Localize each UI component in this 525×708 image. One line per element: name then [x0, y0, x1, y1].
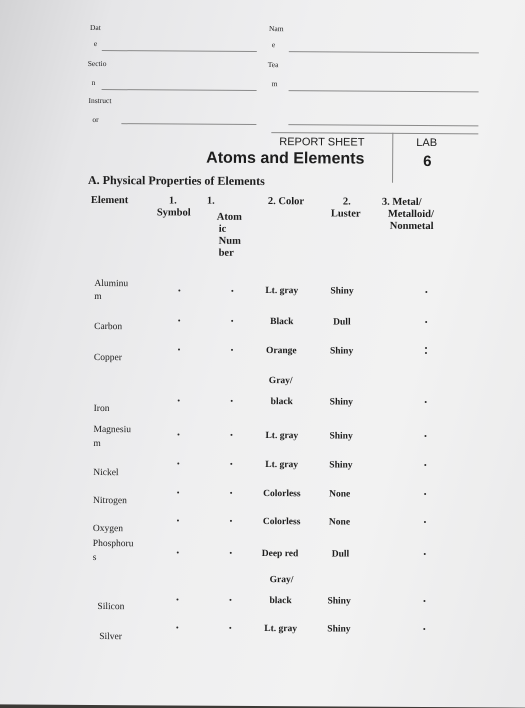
col-atomic-2: ic [218, 223, 227, 235]
col-element: Element [90, 194, 129, 207]
section-label: Sectio [87, 58, 107, 69]
element-name-cont: m [94, 291, 102, 303]
bullet-dot [177, 433, 179, 435]
bullet-dot [230, 520, 232, 522]
bullet-dot [425, 321, 427, 323]
section-label-cont: n [91, 77, 96, 87]
bullet-dot [424, 493, 426, 495]
name-label-cont: e [271, 40, 276, 50]
bullet-dot [178, 399, 180, 401]
element-name-cont: m [93, 438, 101, 450]
element-name: Copper [93, 352, 122, 364]
element-name: Phosphoru [92, 538, 134, 550]
color-cell: Colorless [263, 489, 301, 500]
bullet-dot [178, 348, 180, 350]
report-box-top [271, 132, 478, 134]
bullet-dot [424, 553, 426, 555]
bullet-dot [177, 462, 179, 464]
report-sheet-label: REPORT SHEET [279, 136, 365, 149]
element-name: Nickel [93, 467, 119, 479]
color-cell: Lt. gray [265, 431, 299, 442]
date-field-line[interactable] [102, 50, 257, 52]
instructor-field-line-2[interactable] [288, 124, 478, 126]
lab-label: LAB [416, 136, 438, 150]
lab-number: 6 [423, 152, 432, 171]
luster-cell: Shiny [327, 624, 351, 635]
element-name: Oxygen [92, 523, 124, 535]
bullet-dot [229, 627, 231, 629]
color-cell: Deep red [261, 549, 299, 560]
col-symbol-num: 1. [168, 195, 177, 207]
bullet-dot [178, 319, 180, 321]
bullet-dot [177, 491, 179, 493]
bullet-dot [425, 401, 427, 403]
col-atomic-num: 1. [206, 195, 215, 207]
element-name: Carbon [94, 321, 123, 333]
color-cell: Gray/ [268, 376, 293, 387]
color-cell: Black [270, 317, 294, 328]
color-cell: Colorless [262, 517, 301, 528]
teacher-field-line[interactable] [289, 90, 479, 92]
bullet-dot [231, 349, 233, 351]
date-label-cont: e [93, 38, 98, 48]
col-atomic-1: Atom [216, 211, 242, 223]
element-name-cont: s [92, 552, 97, 564]
date-label: Dat [89, 22, 101, 33]
bullet-dot [176, 626, 178, 628]
luster-cell: Dull [331, 549, 350, 560]
luster-cell: Shiny [329, 460, 353, 471]
bullet-dot [230, 463, 232, 465]
bullet-dot [423, 600, 425, 602]
bullet-dot [177, 519, 179, 521]
bullet-dot [230, 434, 232, 436]
col-metal-2: Metalloid/ [387, 208, 434, 221]
element-name: Iron [93, 403, 110, 415]
bullet-dot [230, 552, 232, 554]
color-cell-cont: black [270, 397, 293, 408]
col-luster: Luster [330, 208, 361, 220]
bullet-dot [229, 599, 231, 601]
luster-cell: Shiny [327, 596, 351, 607]
instructor-label-cont: or [92, 114, 99, 125]
bullet-dot [424, 464, 426, 466]
col-metal-3: Nonmetal [389, 220, 434, 233]
luster-cell: Shiny [329, 431, 353, 442]
luster-cell: None [328, 517, 351, 528]
luster-cell: Shiny [330, 286, 354, 297]
bullet-dot [425, 291, 427, 293]
col-luster-num: 2. [342, 196, 351, 208]
col-metal-1: 3. Metal/ [381, 196, 422, 208]
bullet-dot [425, 352, 427, 354]
page-title: Atoms and Elements [206, 149, 365, 168]
element-name: Silver [99, 632, 122, 643]
luster-cell: Dull [333, 317, 351, 328]
color-cell: Gray/ [269, 575, 294, 586]
color-cell-cont: black [269, 596, 292, 607]
bullet-dot [177, 551, 179, 553]
col-color: 2. Color [267, 196, 305, 208]
bullet-dot [423, 628, 425, 630]
section-heading: A. Physical Properties of Elements [87, 172, 265, 189]
name-field-line[interactable] [289, 51, 479, 53]
teacher-label-cont: m [271, 79, 278, 89]
col-symbol: Symbol [156, 207, 191, 219]
bullet-dot [231, 290, 233, 292]
lab-divider [392, 133, 393, 183]
bullet-dot [425, 347, 427, 349]
luster-cell: None [329, 489, 351, 500]
col-atomic-4: ber [218, 247, 234, 259]
element-name: Nitrogen [93, 495, 127, 507]
bullet-dot [230, 492, 232, 494]
bullet-dot [178, 290, 180, 292]
luster-cell: Shiny [329, 397, 353, 408]
instructor-field-line[interactable] [121, 123, 256, 125]
teacher-label: Tea [267, 60, 279, 70]
element-name: Silicon [97, 602, 125, 613]
bullet-dot [231, 320, 233, 322]
luster-cell: Shiny [329, 346, 354, 357]
color-cell: Lt. gray [265, 286, 299, 297]
color-cell: Orange [265, 346, 297, 357]
color-cell: Lt. gray [265, 460, 299, 471]
element-name: Magnesiu [93, 424, 132, 436]
section-field-line[interactable] [102, 89, 257, 91]
bullet-dot [424, 435, 426, 437]
element-name: Aluminu [94, 278, 129, 290]
bullet-dot [424, 521, 426, 523]
name-label: Nam [268, 24, 284, 34]
col-atomic-3: Num [218, 235, 241, 247]
bullet-dot [231, 400, 233, 402]
bullet-dot [176, 598, 178, 600]
color-cell: Lt. gray [264, 624, 298, 635]
instructor-label: Instruct [88, 95, 112, 106]
